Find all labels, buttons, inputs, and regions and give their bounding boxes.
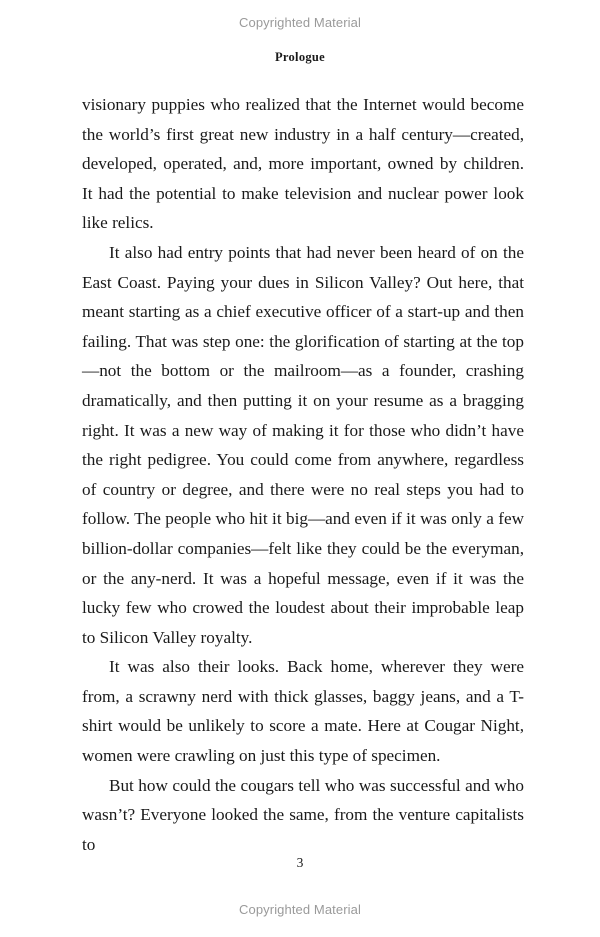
copyright-watermark-bottom: Copyrighted Material xyxy=(239,902,361,917)
running-head: Prologue xyxy=(274,50,326,64)
paragraph-3: It was also their looks. Back home, wherever they were from, a scrawny nerd with thick glasses, baggy jeans, and a T-shirt would be unlikely to score a mate. Here at Cougar Night, women were crawling on just this type of specimen. xyxy=(82,657,524,766)
page-number: 3 xyxy=(296,855,304,870)
copyright-watermark-top: Copyrighted Material xyxy=(239,15,361,30)
body-text xyxy=(82,90,524,859)
paragraph-4: But how could the cougars tell who was successful and who wasn’t? Everyone looked the same, from the venture capitalists to xyxy=(82,775,524,854)
paragraph-1: visionary puppies who realized that the Internet would become the world’s first great new industry in a half century—created, developed, operated, and, more important, owned by children. It had the potential to make television and nuclear power look like relics. xyxy=(82,95,524,233)
paragraph-2: It also had entry points that had never been heard of on the East Coast. Paying your dues in Silicon Valley? Out here, that meant starting as a chief executive officer of a start-up and then failing. That was step one: the glorification of starting at the top—not the bottom or the mailroom—as a founder, crashing dramatically, and then putting it on your resume as a bragging right. It was a new way of making it for those who didn’t have the right pedigree. You could come from anywhere, regardless of country or degree, and there were no real steps you had to follow. The people who hit it big—and even if it was only a few billion-dollar companies—felt like they could be the everyman, or the any-nerd. It was a hopeful message, even if it was the lucky few who crowed the loudest about their improbable leap to Silicon Valley royalty. xyxy=(82,242,524,647)
